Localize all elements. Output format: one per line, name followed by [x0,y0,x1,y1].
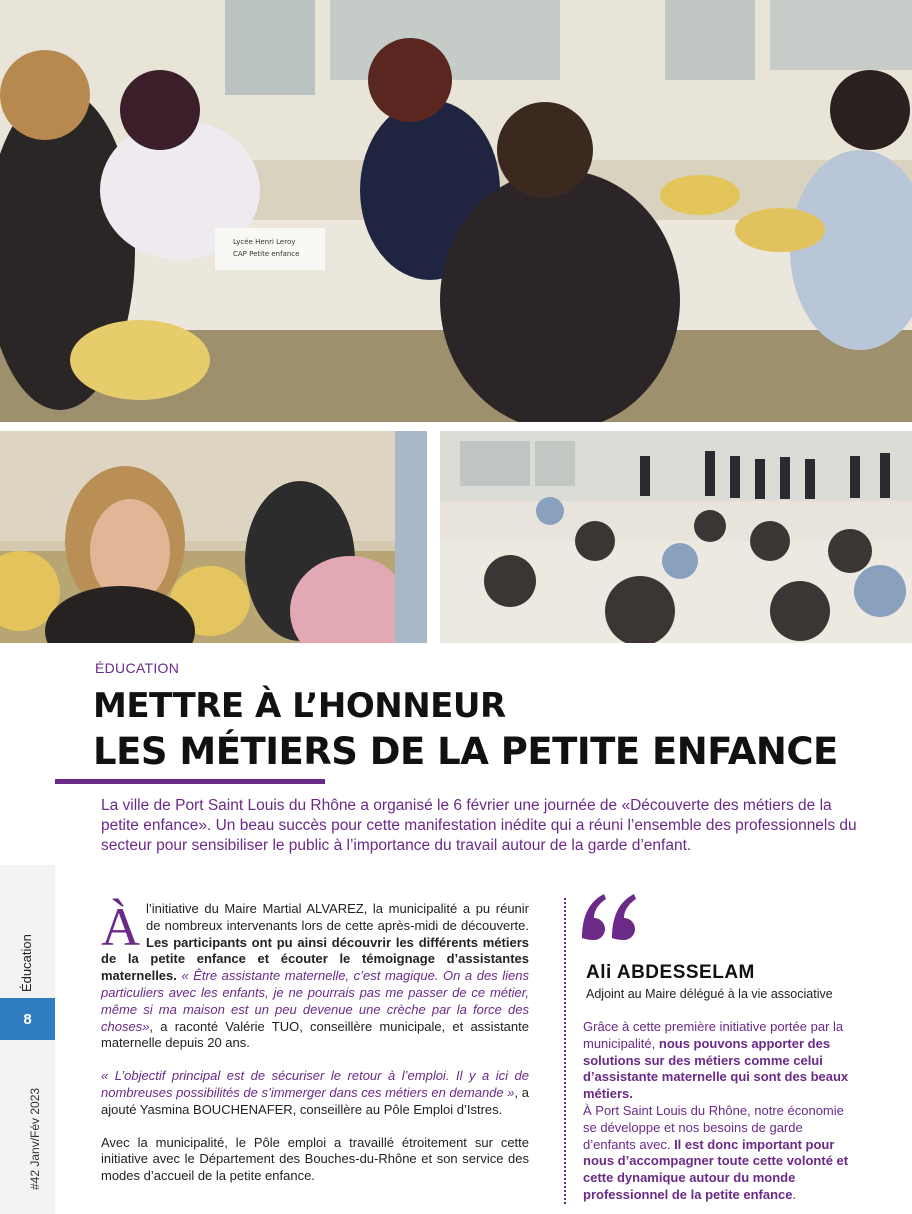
p1-end: , a raconté Valérie TUO, conseillère municipale, et assistante maternelle depuis 20 ans. [101,1018,529,1051]
quote-mark-icon [578,888,640,950]
quote-p2-text: À Port Saint Louis du Rhône, notre économie se développe et nos besoins de garde d’enfants avec. [583,1102,844,1152]
drop-cap: À [101,897,140,957]
issue-label: #42 Janv/Fév 2023 [28,1087,42,1190]
quote-p1-text: Grâce à cette première initiative portée par la municipalité, [583,1019,844,1051]
name-card-line1: Lycée Henri Leroy [233,238,296,246]
body-paragraph-3: Avec la municipalité, le Pôle emploi a travaillé étroitement sur cette initiative avec le Département des Bouches-du-Rhône et son service des modes d’accueil de la petite enfance. [101,1134,529,1184]
quote-divider [564,898,566,1204]
photo-audience-hall [440,431,912,643]
sidebar-section-label: Éducation [19,934,34,992]
quote-author-name: Ali ABDESSELAM [586,962,755,983]
p2-quote: « L’objectif principal est de sécuriser le retour à l’emploi. Il y a ici de nombreuses possibilités de s’immerger dans ces métiers en demande » [101,1068,529,1100]
quote-paragraph-2 [583,1103,853,1204]
photo-meeting-table [0,0,912,422]
title-line-1: METTRE À L’HONNEUR [93,686,506,726]
quote-author-role: Adjoint au Maire délégué à la vie associative [586,987,833,1001]
quote-p2-end: . [792,1186,797,1202]
page-number: 8 [0,998,55,1040]
p1-bold: Les participants ont pu ainsi découvrir les différents métiers de la petite enfance et écouter le témoignage d’assistantes maternelles. [101,934,529,984]
p2-end: , a ajouté Yasmina BOUCHENAFER, conseillère au Pôle Emploi d’Istres. [101,1084,529,1117]
quote-p1-bold: nous pouvons apporter des solutions sur des métiers comme celui d’assistante maternelle qui sont des beaux métiers. [583,1035,849,1102]
body-paragraph-2 [101,1068,529,1118]
lead-paragraph: La ville de Port Saint Louis du Rhône a organisé le 6 février une journée de «Découverte des métiers de la petite enfance». Un beau succès pour cette manifestation inédite qui a réuni l’ensemble des professionnels du secteur pour sensibiliser le public à l’importance du travail autour de la garde d’enfant. [101,797,857,854]
section-label: ÉDUCATION [95,660,180,676]
p1-quote: « Être assistante maternelle, c’est magique. On a des liens particuliers avec les enfants, je ne pourrais pas me passer de ce métier, même si ma maison est un peu devenue une crèche par la force des choses» [101,968,529,1034]
p1-intro: l’initiative du Maire Martial ALVAREZ, la municipalité a pu réunir de nombreux intervenants lors de cette après-midi de découverte. [146,901,529,933]
article-body [101,897,529,1201]
name-card-line2: CAP Petite enfance [233,250,300,258]
photo-smiling-participant [0,431,427,643]
quote-paragraph-1 [583,1019,853,1103]
body-paragraph-1 [101,897,529,1052]
quote-text [583,1019,853,1204]
title-line-2: LES MÉTIERS DE LA PETITE ENFANCE [93,730,838,773]
title-underline [55,779,325,784]
quote-p2-bold: Il est donc important pour nous d’accompagner toute cette volonté et cette dynamique autour du monde professionnel de la petite enfance [583,1136,849,1202]
